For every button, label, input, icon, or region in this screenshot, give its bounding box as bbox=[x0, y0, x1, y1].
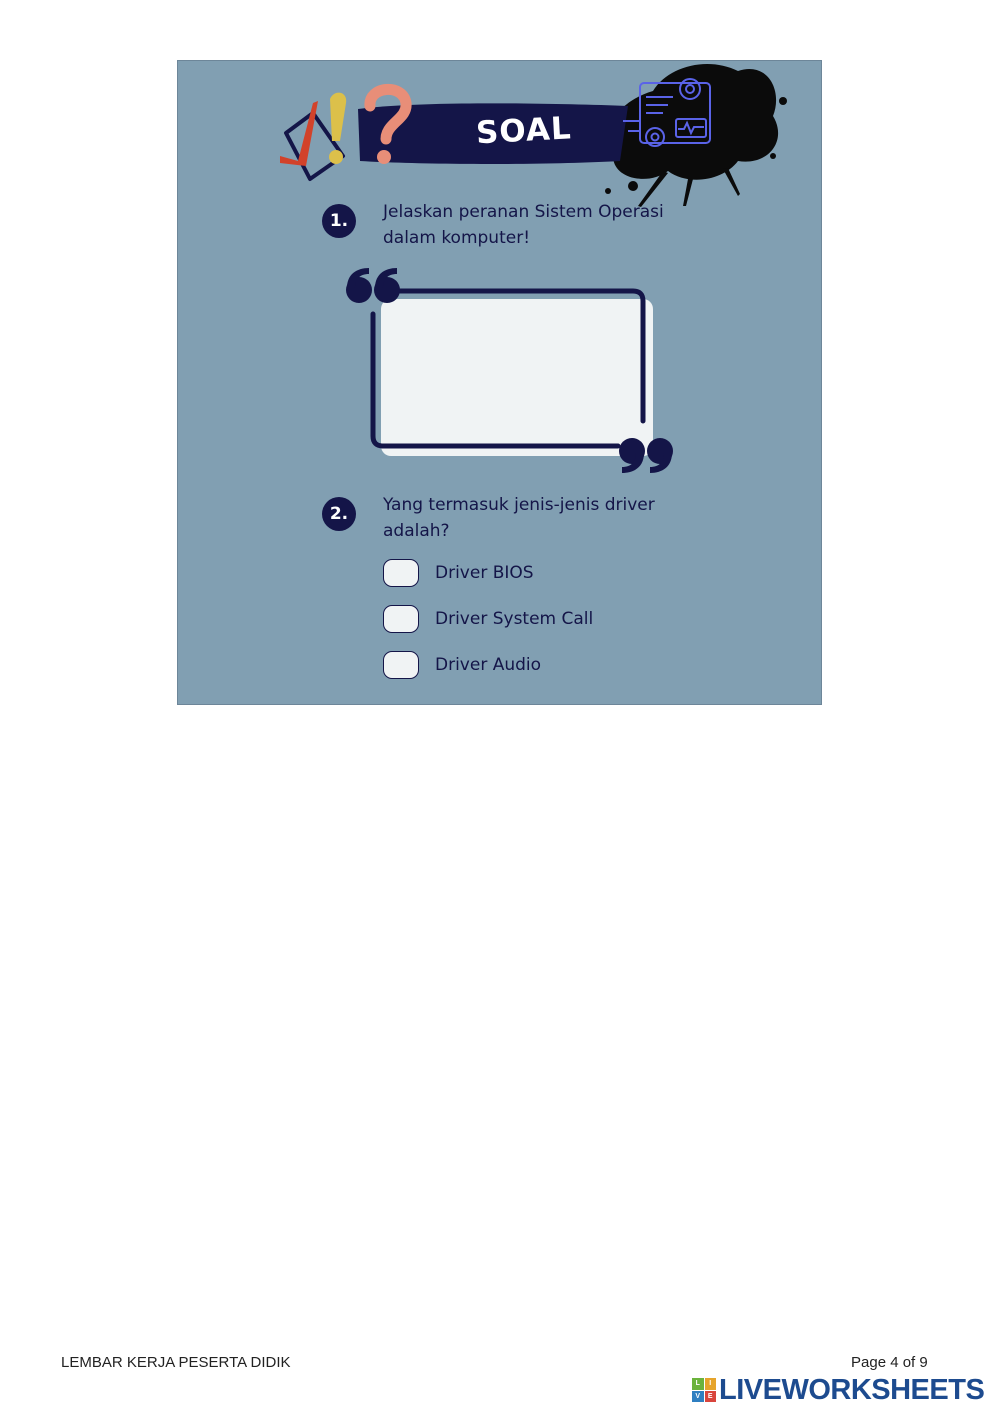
option-row[interactable] bbox=[383, 557, 534, 589]
question-number-badge: 1. bbox=[322, 204, 356, 238]
logo-letter: E bbox=[705, 1391, 717, 1403]
footer-document-title: LEMBAR KERJA PESERTA DIDIK bbox=[61, 1354, 291, 1371]
option-checkbox[interactable] bbox=[383, 559, 419, 587]
worksheet-title: SOAL bbox=[475, 110, 573, 152]
brand-name: LIVEWORKSHEETS bbox=[719, 1373, 985, 1406]
option-row[interactable] bbox=[383, 603, 593, 635]
exclamation-icon bbox=[329, 93, 346, 164]
worksheet-panel bbox=[177, 60, 822, 705]
option-label: Driver Audio bbox=[435, 655, 542, 675]
question-2-text: Yang termasuk jenis-jenis driver adalah? bbox=[383, 495, 655, 541]
logo-letter: I bbox=[705, 1378, 717, 1390]
question-1-text: Jelaskan peranan Sistem Operasi dalam komputer! bbox=[383, 202, 664, 248]
option-checkbox[interactable] bbox=[383, 605, 419, 633]
open-quote-icon bbox=[346, 268, 400, 303]
logo-grid-icon bbox=[692, 1378, 716, 1402]
logo-letter: L bbox=[692, 1378, 704, 1390]
logo-letter: V bbox=[692, 1391, 704, 1403]
answer-1-input[interactable] bbox=[384, 301, 648, 445]
page-indicator: Page 4 of 9 bbox=[851, 1354, 928, 1371]
option-label: Driver BIOS bbox=[435, 563, 534, 583]
option-label: Driver System Call bbox=[435, 609, 594, 629]
option-row[interactable] bbox=[383, 649, 541, 681]
option-checkbox[interactable] bbox=[383, 651, 419, 679]
liveworksheets-logo[interactable] bbox=[692, 1374, 984, 1406]
question-number-badge: 2. bbox=[322, 497, 356, 531]
